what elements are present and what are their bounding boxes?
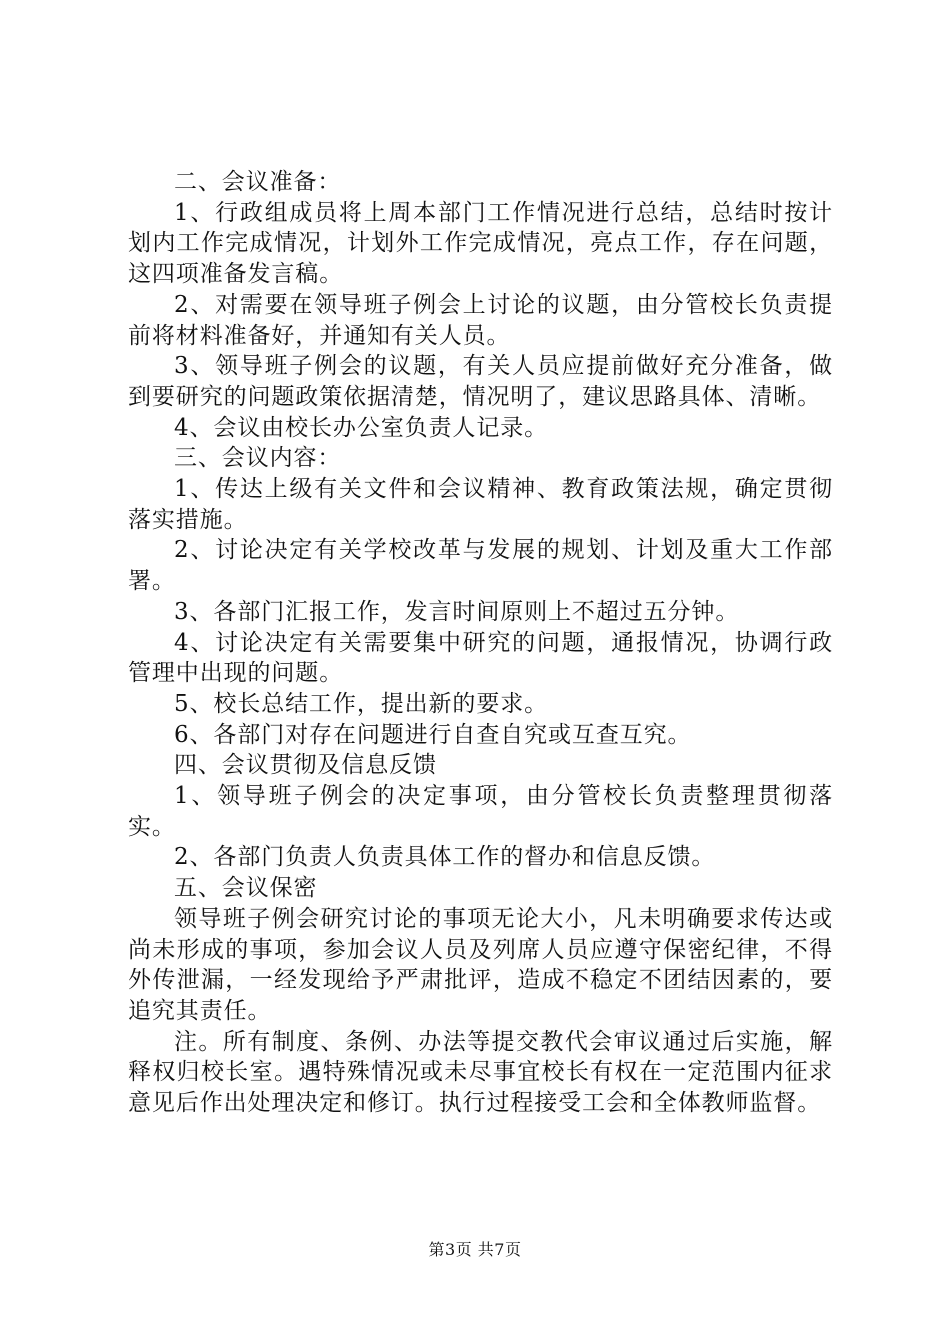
page-number-footer: 第3页 共7页 bbox=[428, 1240, 522, 1259]
paragraph-content-item-2: 2、讨论决定有关学校改革与发展的规划、计划及重大工作部署。 bbox=[128, 537, 833, 595]
document-body bbox=[128, 167, 833, 1119]
paragraph-content-item-5: 5、校长总结工作，提出新的要求。 bbox=[174, 690, 549, 717]
paragraph-content-item-1: 1、传达上级有关文件和会议精神、教育政策法规，确定贯彻落实措施。 bbox=[128, 476, 833, 533]
heading-meeting-content: 三、会议内容： bbox=[174, 445, 342, 472]
paragraph-prep-item-3: 3、领导班子例会的议题，有关人员应提前做好充分准备，做到要研究的问题政策依据清楚，情况明了，建议思路具体、清晰。 bbox=[128, 353, 833, 410]
paragraph-prep-item-1: 1、行政组成员将上周本部门工作情况进行总结，总结时按计划内工作完成情况，计划外工作完成情况，亮点工作，存在问题，这四项准备发言稿。 bbox=[128, 199, 833, 288]
paragraph-content-item-4: 4、讨论决定有关需要集中研究的问题，通报情况，协调行政管理中出现的问题。 bbox=[128, 629, 833, 687]
heading-implementation-feedback: 四、会议贯彻及信息反馈 bbox=[174, 752, 437, 779]
paragraph-content-item-6: 6、各部门对存在问题进行自查自究或互查互究。 bbox=[174, 721, 692, 748]
paragraph-confidentiality: 领导班子例会研究讨论的事项无论大小，凡未明确要求传达或尚未形成的事项，参加会议人员及列席人员应遵守保密纪律，不得外传泄漏，一经发现给予严肃批评，造成不稳定不团结因素的，要追究其责任。 bbox=[128, 905, 833, 1024]
paragraph-content-item-3: 3、各部门汇报工作，发言时间原则上不超过五分钟。 bbox=[174, 598, 740, 625]
paragraph-feedback-item-1: 1、领导班子例会的决定事项，由分管校长负责整理贯彻落实。 bbox=[128, 783, 833, 840]
heading-meeting-preparation: 二、会议准备： bbox=[174, 169, 342, 195]
paragraph-note: 注。所有制度、条例、办法等提交教代会审议通过后实施，解释权归校长室。遇特殊情况或未尽事宜校长有权在一定范围内征求意见后作出处理决定和修订。执行过程接受工会和全体教师监督。 bbox=[128, 1028, 833, 1117]
paragraph-prep-item-4: 4、会议由校长办公室负责人记录。 bbox=[174, 414, 549, 441]
paragraph-feedback-item-2: 2、各部门负责人负责具体工作的督办和信息反馈。 bbox=[174, 844, 716, 871]
heading-meeting-confidentiality: 五、会议保密 bbox=[174, 875, 318, 902]
paragraph-prep-item-2: 2、对需要在领导班子例会上讨论的议题，由分管校长负责提前将材料准备好，并通知有关人员。 bbox=[128, 291, 833, 349]
